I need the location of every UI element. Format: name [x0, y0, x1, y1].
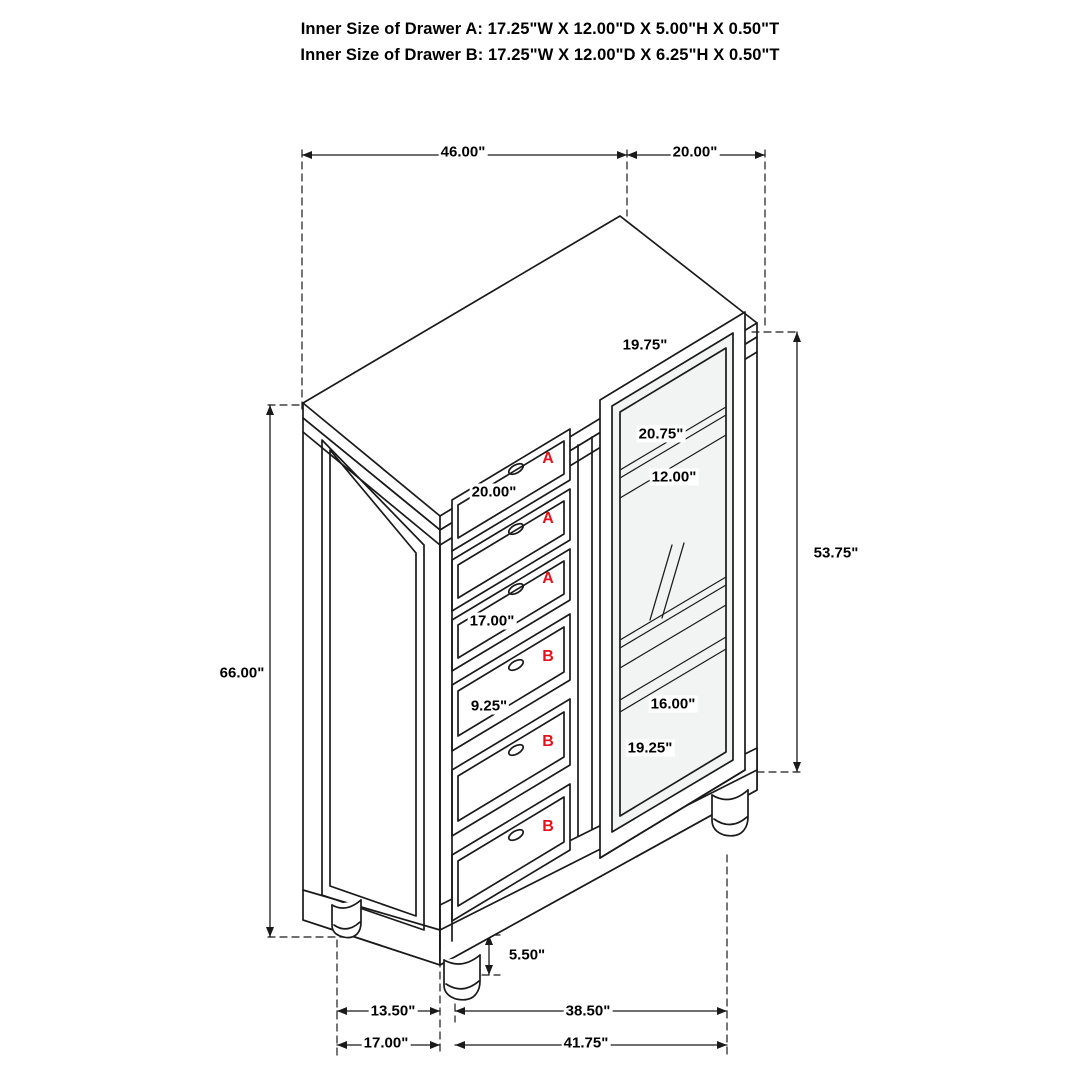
dim-drawer-width-mid: 17.00" [469, 612, 515, 630]
dim-door-width: 19.75" [622, 336, 668, 354]
drawer-label-a-3: A [542, 570, 554, 587]
drawer-label-a-2: A [542, 510, 554, 527]
dim-base-right-width: 41.75" [563, 1034, 609, 1052]
dim-cabinet-height: 53.75" [813, 544, 859, 562]
dim-top-depth-right: 20.00" [672, 143, 718, 161]
drawer-label-a-1: A [542, 450, 554, 467]
dim-foot-height: 5.50" [508, 946, 546, 964]
dim-drawer-height-b: 9.25" [470, 697, 508, 715]
dim-top-width-left: 46.00" [440, 143, 486, 161]
dim-foot-span-right: 38.50" [565, 1002, 611, 1020]
spec-line-drawer-b: Inner Size of Drawer B: 17.25"W X 12.00"D X 6.25"H X 0.50"T [300, 46, 780, 64]
dim-shelf-clearance: 16.00" [650, 695, 696, 713]
dim-total-height: 66.00" [219, 664, 265, 682]
dim-base-left-width: 17.00" [363, 1034, 409, 1052]
dim-drawer-width-top: 20.00" [471, 483, 517, 501]
dim-foot-offset-left: 13.50" [370, 1002, 416, 1020]
drawer-label-b-2: B [542, 733, 554, 750]
cabinet-outline [303, 216, 757, 1000]
dim-shelf-width-upper: 20.75" [638, 425, 684, 443]
dim-shelf-width-lower: 19.25" [627, 739, 673, 757]
drawer-label-b-1: B [542, 648, 554, 665]
drawer-label-b-3: B [542, 818, 554, 835]
spec-line-drawer-a: Inner Size of Drawer A: 17.25"W X 12.00"D X 5.00"H X 0.50"T [300, 20, 780, 38]
dim-shelf-depth: 12.00" [651, 468, 697, 486]
